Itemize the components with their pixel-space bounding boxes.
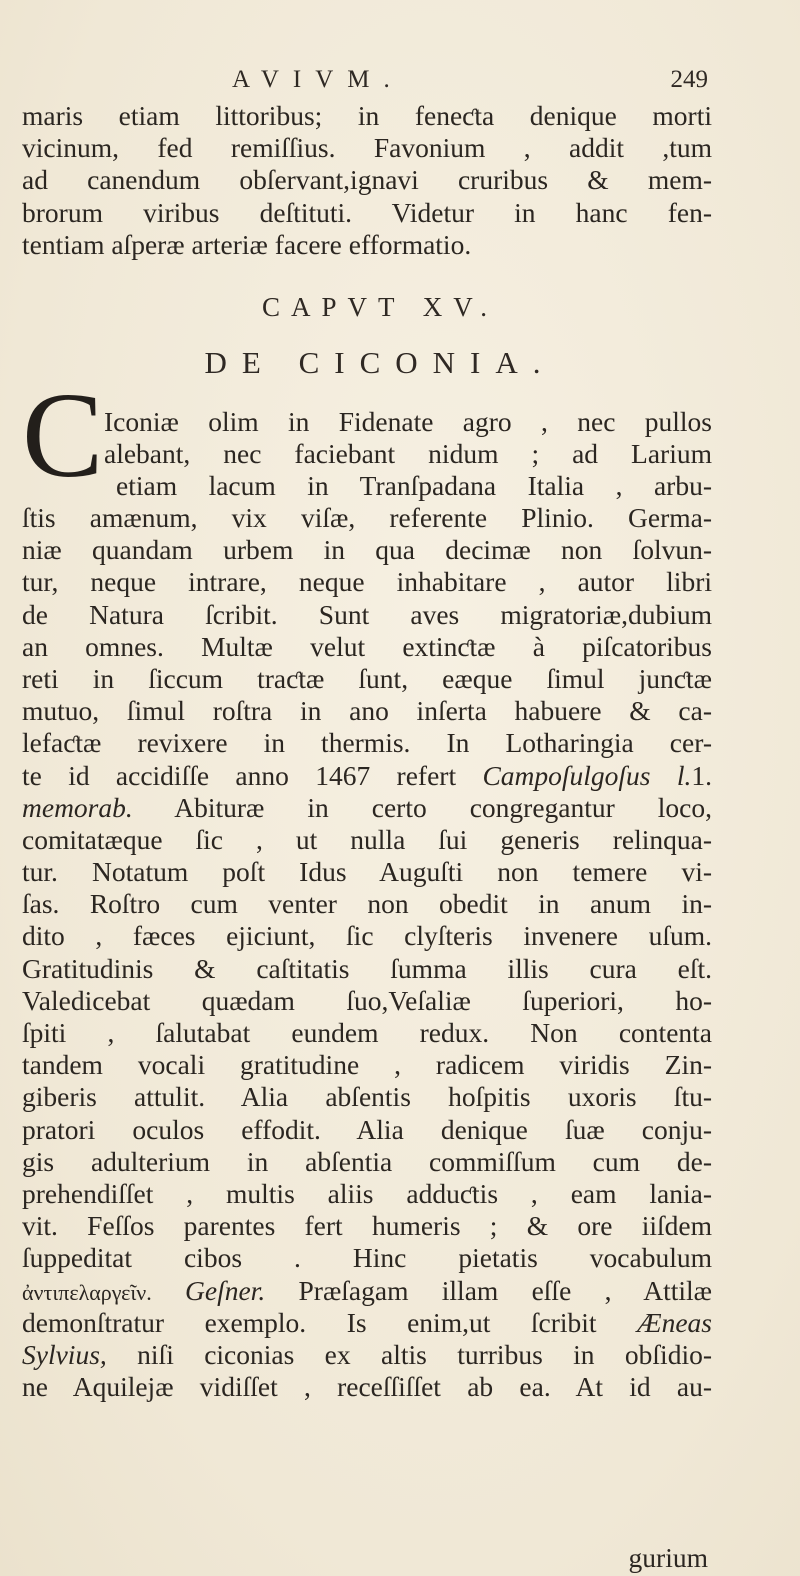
chapter-title: DE CICONIA. — [204, 345, 556, 380]
text-line: ne Aquilejæ vidiſſet , receſſiſſet ab ea. At id au- — [22, 1371, 712, 1403]
text-line: tur. Notatum poſt Idus Auguſti non temere vi- — [22, 856, 712, 888]
text-line: ad canendum obſervant,ignavi cruribus & mem- — [22, 164, 712, 196]
text-line: comitatæque ſic , ut nulla ſui generis relinqua- — [22, 823, 712, 855]
text-segment: Præſagam illam eſſe , Attilæ — [265, 1274, 712, 1306]
citation-author: Æneas — [637, 1306, 712, 1338]
text-line: alebant, nec faciebant nidum ; ad Larium — [104, 438, 712, 470]
text-segment: 1. — [691, 759, 712, 791]
text-line: ſas. Roſtro cum venter non obedit in anum in- — [22, 888, 712, 920]
text-line: Gratitudinis & caſtitatis ſumma illis cura eſt. — [22, 952, 712, 984]
text-line: reti in ſiccum traƈtæ ſunt, eæque ſimul junƈtæ — [22, 662, 712, 694]
text-line: Valedicebat quædam ſuo,Veſaliæ ſuperiori, ho- — [22, 984, 712, 1016]
text-block-dropcap — [104, 406, 712, 503]
text-segment: te id accidiſſe anno 1467 refert — [22, 759, 483, 791]
text-line: tur, neque intrare, neque inhabitare , autor libri — [22, 566, 712, 598]
text-line: pratori oculos effodit. Alia denique ſuæ conju- — [22, 1113, 712, 1145]
text-segment: demonſtratur exemplo. Is enim,ut ſcribit — [22, 1306, 638, 1338]
text-line: niæ quandam urbem in qua decimæ non ſolvun- — [22, 534, 712, 566]
citation-author: Sylvius, — [22, 1338, 107, 1370]
text-line: vicinum, fed remiſſius. Favonium , addit ,tum — [22, 132, 712, 164]
text-line: tentiam aſperæ arteriæ facere efformatio. — [22, 228, 472, 260]
text-block-top — [22, 100, 712, 261]
drop-capital: C — [22, 368, 104, 503]
page-number: 249 — [670, 66, 708, 93]
text-line: tandem vocali gratitudine , radicem viridis Zin- — [22, 1049, 712, 1081]
chapter-number: CAPVT XV. — [261, 292, 499, 322]
text-line: brorum viribus deſtituti. Videtur in hanc fen- — [22, 196, 712, 228]
text-line: dito , fæces ejiciunt, ſic clyſteris invenere uſum. — [22, 920, 712, 952]
text-line: ſuppeditat cibos . Hinc pietatis vocabulum — [22, 1242, 712, 1274]
text-segment: Abituræ in certo congregantur loco, — [132, 791, 712, 823]
text-line: vit. Feſſos parentes fert humeris ; & ore iiſdem — [22, 1210, 712, 1242]
text-line: etiam lacum in Tranſpadana Italia , arbu- — [116, 470, 712, 502]
text-line: prehendiſſet , multis aliis adduƈtis , eam lania- — [22, 1177, 712, 1209]
text-line: an omnes. Multæ velut extinƈtæ à piſcatoribus — [22, 630, 712, 662]
text-line-greek — [22, 1275, 712, 1307]
greek-word: ἀντιπελαργεῖν. — [22, 1279, 152, 1305]
running-head — [0, 66, 800, 100]
citation-author: Geſner. — [151, 1274, 266, 1306]
citation-author: Campoſulgoſus l. — [482, 759, 692, 791]
text-line-citation — [22, 792, 712, 824]
running-title: AVIVM. — [232, 66, 404, 93]
text-line: lefaƈtæ revixere in thermis. In Lotharingia cer- — [22, 727, 712, 759]
text-line-citation — [22, 760, 712, 792]
text-segment: niſi ciconias ex altis turribus in obſidio- — [106, 1338, 712, 1370]
text-line: ſpiti , ſalutabat eundem redux. Non contenta — [22, 1017, 712, 1048]
text-line: maris etiam littoribus; in feneƈta denique morti — [22, 100, 712, 131]
text-block-body — [22, 502, 712, 1403]
text-line: gis adulterium in abſentia commiſſum cum de- — [22, 1145, 712, 1177]
text-line-citation — [22, 1339, 712, 1371]
text-line: ſtis amænum, vix viſæ, referente Plinio. Germa- — [22, 502, 712, 533]
catchword: gurium — [628, 1542, 708, 1573]
text-line-citation — [22, 1307, 712, 1339]
text-line: Iconiæ olim in Fidenate agro , nec pullos — [104, 406, 712, 437]
text-line: mutuo, ſimul roſtra in ano inſerta habuere & ca- — [22, 695, 712, 727]
text-line: de Natura ſcribit. Sunt aves migratoriæ,dubium — [22, 598, 712, 630]
citation-work: memorab. — [22, 791, 133, 823]
text-line: giberis attulit. Alia abſentis hoſpitis uxoris ſtu- — [22, 1081, 712, 1113]
